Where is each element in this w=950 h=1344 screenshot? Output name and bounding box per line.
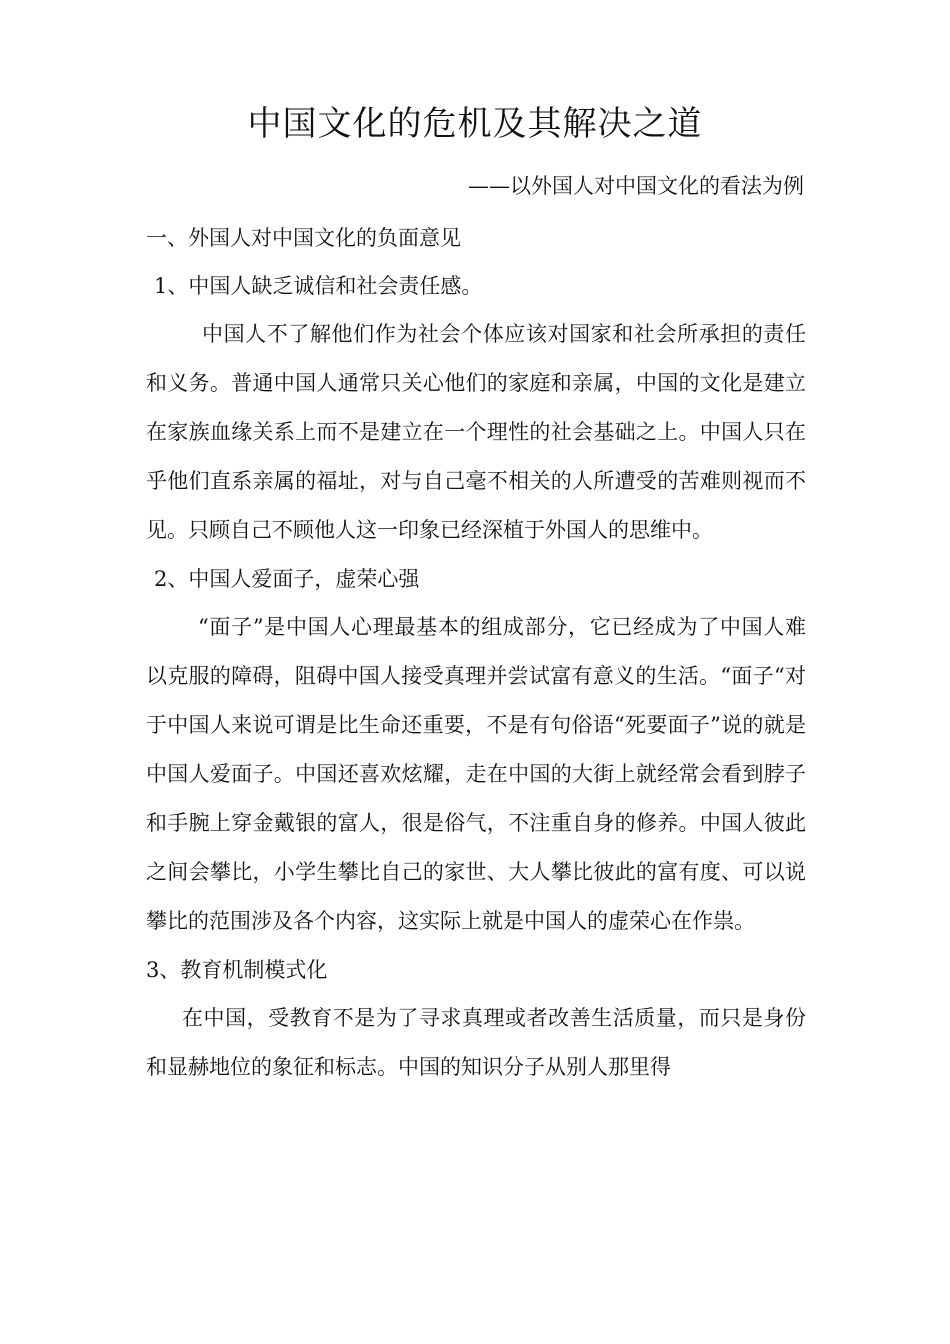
paragraph-2: “面子”是中国人心理最基本的组成部分，它已经成为了中国人难以克服的障碍，阻碍中国人接受真理并尝试富有意义的生活。“面子“对于中国人来说可谓是比生命还重要，不是有句俗语“死要面子”说的就是中国人爱面子。中国还喜欢炫耀，走在中国的大街上就经常会看到脖子和手腕上穿金戴银的富人，很是俗气，不注重自身的修养。中国人彼此之间会攀比，小学生攀比自己的家世、大人攀比彼此的富有度、可以说攀比的范围涉及各个内容，这实际上就是中国人的虚荣心在作祟。 <box>146 615 806 933</box>
document-title: 中国文化的危机及其解决之道 <box>247 104 703 144</box>
document-subtitle: ——以外国人对中国文化的看法为例 <box>468 174 804 198</box>
item-heading-3: 3、教育机制模式化 <box>146 958 328 982</box>
paragraph-1: 中国人不了解他们作为社会个体应该对国家和社会所承担的责任和义务。普通中国人通常只关心他们的家庭和亲属，中国的文化是建立在家族血缘关系上而不是建立在一个理性的社会基础之上。中国人只在乎他们直系亲属的福址，对与自己毫不相关的人所遭受的苦难则视而不见。只顾自己不顾他人这一印象已经深植于外国人的思维中。 <box>146 322 806 542</box>
item-heading-1: 1、中国人缺乏诚信和社会责任感。 <box>154 274 483 298</box>
item-heading-2: 2、中国人爱面子，虚荣心强 <box>154 567 420 591</box>
paragraph-3: 在中国，受教育不是为了寻求真理或者改善生活质量，而只是身份和显赫地位的象征和标志。中国的知识分子从别人那里得 <box>146 1006 806 1079</box>
section-heading: 一、外国人对中国文化的负面意见 <box>146 226 461 250</box>
document-body <box>146 214 806 1092</box>
